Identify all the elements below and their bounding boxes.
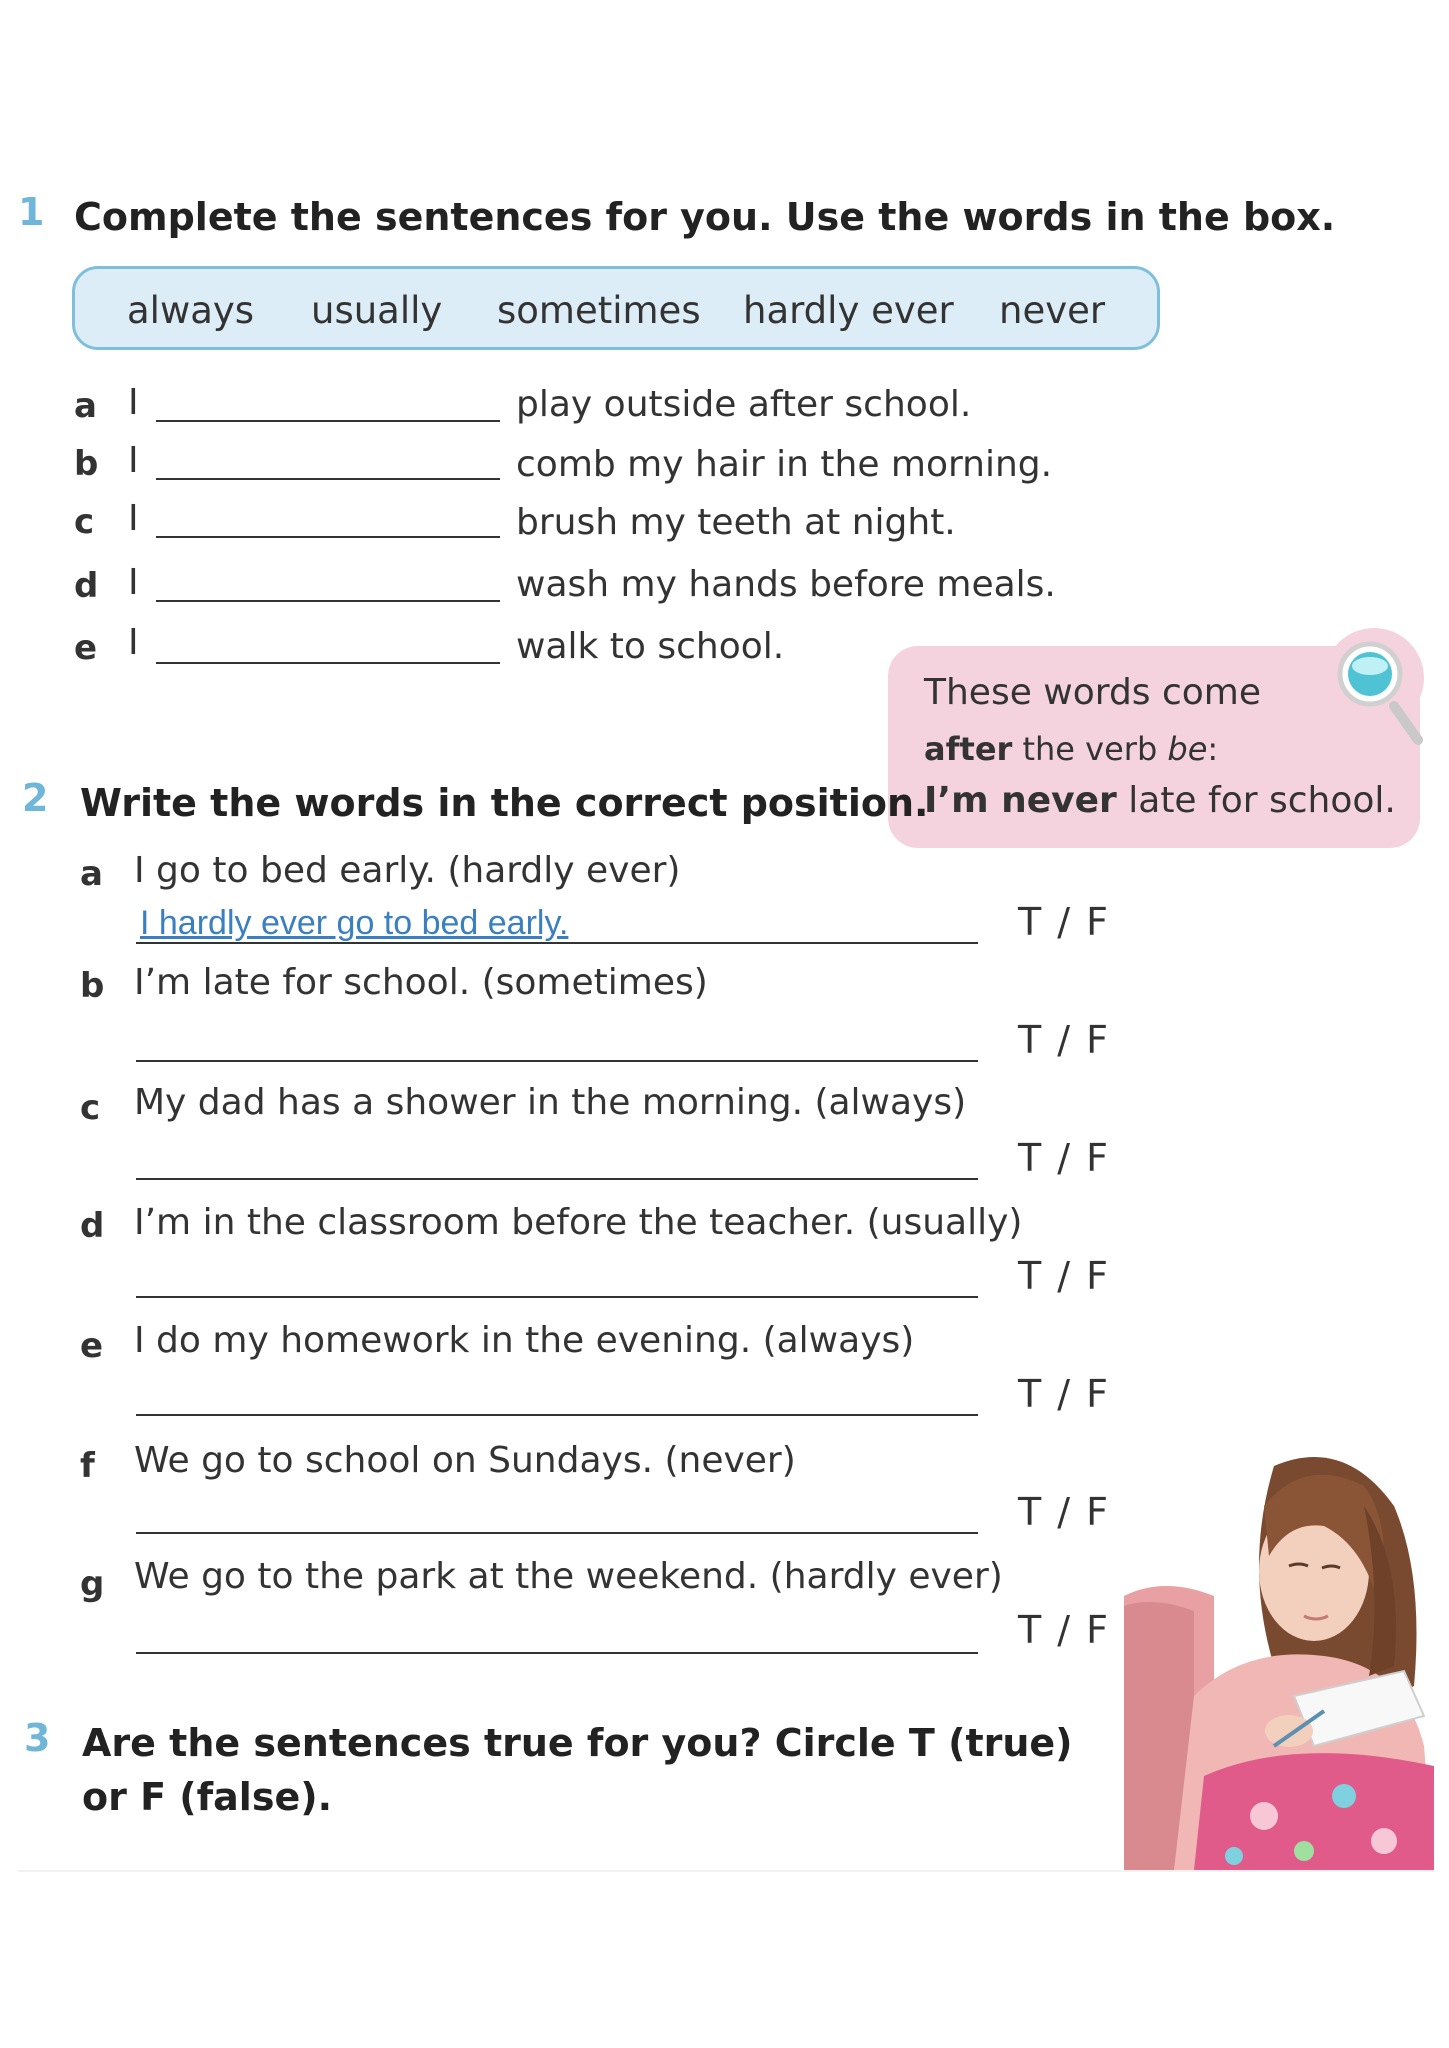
item-sentence: I do my homework in the evening. (always): [134, 1320, 915, 1361]
sentence-start: I: [128, 440, 139, 481]
item-letter: c: [80, 1088, 101, 1128]
true-false-choice[interactable]: T / F: [1018, 1254, 1111, 1298]
item-sentence: My dad has a shower in the morning. (always): [134, 1082, 967, 1123]
answer-line[interactable]: [136, 1296, 978, 1298]
sentence-start: I: [128, 498, 139, 539]
true-false-choice[interactable]: T / F: [1018, 1608, 1111, 1652]
exercise-2-instruction: Write the words in the correct position.: [80, 781, 929, 825]
exercise-2-number: 2: [22, 776, 49, 820]
answer-line[interactable]: [136, 1652, 978, 1654]
item-sentence: I go to bed early. (hardly ever): [134, 850, 681, 891]
true-false-choice[interactable]: T / F: [1018, 1490, 1111, 1534]
tip-line-1: These words come: [924, 672, 1262, 713]
sentence-rest: brush my teeth at night.: [516, 502, 956, 543]
girl-writing-photo: [1124, 1446, 1434, 1870]
answer-line[interactable]: [136, 942, 978, 944]
item-letter: a: [74, 386, 97, 426]
tip-line-2: [924, 730, 1218, 768]
sentence-start: I: [128, 562, 139, 603]
tip-example-rest: late for school.: [1116, 780, 1396, 821]
answer-blank[interactable]: [156, 478, 500, 480]
tip-example-emphasis: never: [1001, 780, 1117, 821]
true-false-choice[interactable]: T / F: [1018, 900, 1111, 944]
answer-line[interactable]: [136, 1532, 978, 1534]
word-box: [72, 266, 1160, 350]
item-sentence: I’m in the classroom before the teacher. (usually): [134, 1202, 1023, 1243]
item-sentence: I’m late for school. (sometimes): [134, 962, 708, 1003]
word-box-item: never: [999, 289, 1106, 332]
exercise-3-instruction-line-2: or F (false).: [82, 1775, 333, 1819]
exercise-3-instruction-line-1: Are the sentences true for you? Circle T (true): [82, 1721, 1073, 1765]
true-false-choice[interactable]: T / F: [1018, 1018, 1111, 1062]
magnifier-icon: [1318, 622, 1434, 752]
item-letter: c: [74, 502, 95, 542]
item-letter: d: [74, 566, 99, 606]
tip-text: :: [1207, 730, 1219, 768]
sentence-rest: walk to school.: [516, 626, 785, 667]
word-box-item: usually: [311, 289, 443, 332]
item-sentence: We go to school on Sundays. (never): [134, 1440, 796, 1481]
item-letter: b: [80, 966, 105, 1006]
answer-line[interactable]: [136, 1060, 978, 1062]
answer-blank[interactable]: [156, 420, 500, 422]
tip-text: the verb: [1012, 730, 1168, 768]
sentence-start: I: [128, 382, 139, 423]
tip-line-3: [924, 780, 1396, 821]
answer-blank[interactable]: [156, 536, 500, 538]
page-edge: [18, 1870, 1434, 1872]
exercise-3-number: 3: [24, 1716, 51, 1760]
tip-emphasis: after: [924, 730, 1013, 768]
word-box-item: always: [127, 289, 255, 332]
tip-verb: be: [1167, 730, 1208, 768]
item-letter: e: [80, 1326, 104, 1366]
item-letter: b: [74, 444, 99, 484]
sentence-rest: play outside after school.: [516, 384, 972, 425]
exercise-1-number: 1: [18, 190, 45, 234]
item-sentence: We go to the park at the weekend. (hardly ever): [134, 1556, 1003, 1597]
item-letter: d: [80, 1206, 105, 1246]
item-letter: g: [80, 1564, 105, 1604]
true-false-choice[interactable]: T / F: [1018, 1136, 1111, 1180]
item-letter: e: [74, 628, 98, 668]
answer-line[interactable]: [136, 1178, 978, 1180]
sentence-start: I: [128, 622, 139, 663]
item-letter: f: [80, 1446, 95, 1486]
answer-blank[interactable]: [156, 662, 500, 664]
example-answer: I hardly ever go to bed early.: [140, 904, 569, 942]
word-box-item: hardly ever: [743, 289, 954, 332]
tip-example-start: I’m: [924, 780, 1002, 821]
answer-line[interactable]: [136, 1414, 978, 1416]
true-false-choice[interactable]: T / F: [1018, 1372, 1111, 1416]
item-letter: a: [80, 854, 103, 894]
sentence-rest: wash my hands before meals.: [516, 564, 1056, 605]
exercise-1-instruction: Complete the sentences for you. Use the words in the box.: [74, 195, 1336, 239]
answer-blank[interactable]: [156, 600, 500, 602]
sentence-rest: comb my hair in the morning.: [516, 444, 1053, 485]
word-box-item: sometimes: [497, 289, 701, 332]
